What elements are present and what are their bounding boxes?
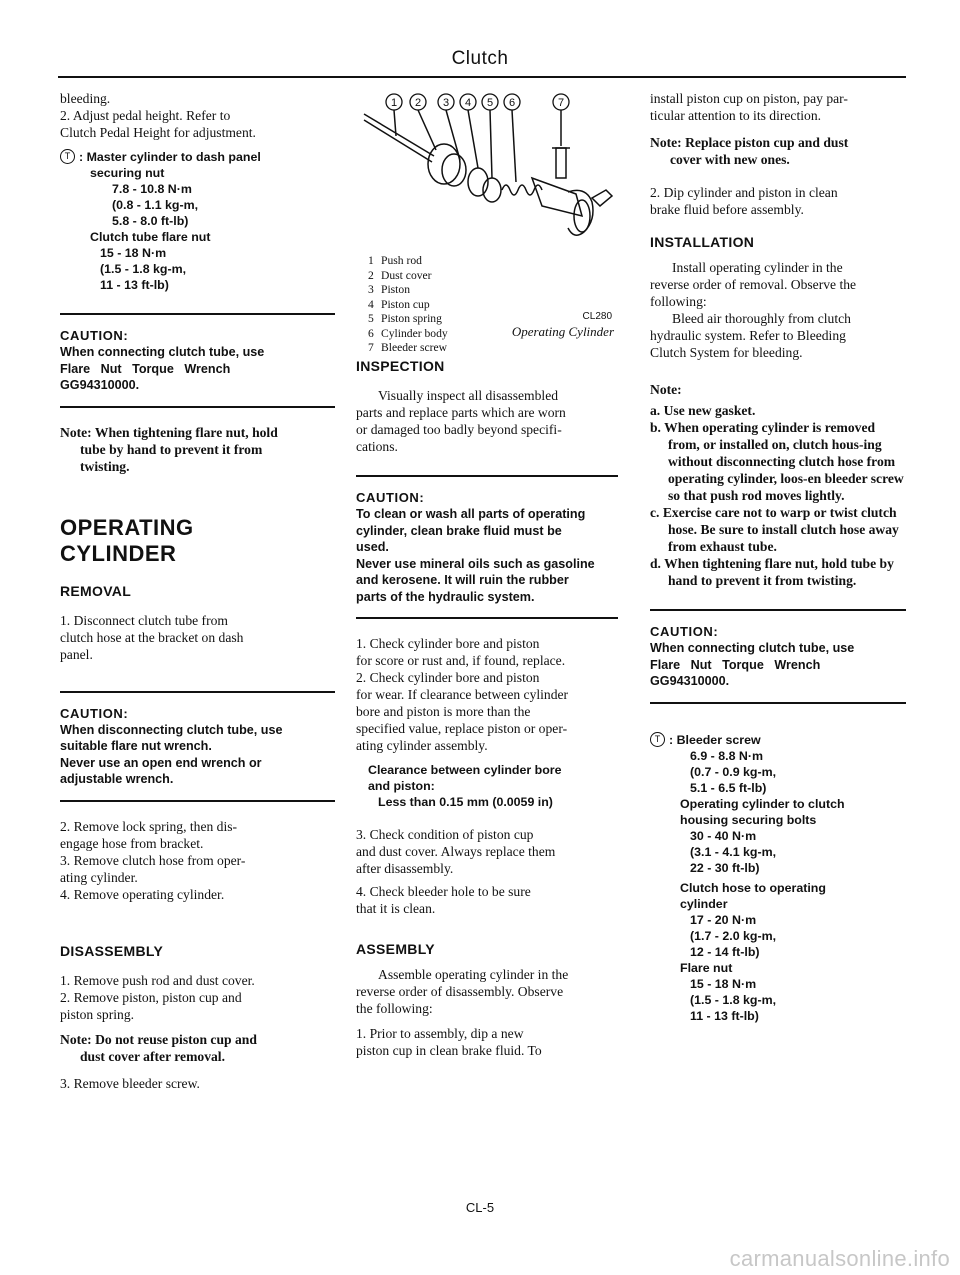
text-line: clutch hose at the bracket on dash: [60, 629, 244, 645]
note-line: Note: Do not reuse piston cup and: [60, 1031, 257, 1047]
caution-line: When connecting clutch tube, use: [60, 345, 265, 359]
note-item: d. When tightening flare nut, hold tube by hand to prevent it from twisting.: [650, 556, 894, 588]
installation-text-2: [650, 310, 906, 361]
text-line: after disassembly.: [356, 861, 454, 876]
text-line: 4. Check bleeder hole to be sure: [356, 884, 531, 899]
text-line: or damaged too badly beyond specifi-: [356, 422, 562, 437]
caution-line: cylinder, clean brake fluid must be: [356, 523, 562, 538]
spec-line: 17 - 20 N·m: [690, 912, 757, 927]
text-line: ticular attention to its direction.: [650, 108, 822, 123]
note-item: a. Use new gasket.: [650, 403, 756, 418]
operating-cylinder-figure: [356, 90, 618, 354]
spec-line: 30 - 40 N·m: [690, 828, 757, 843]
caution-line: Never use an open end wrench or: [60, 755, 262, 770]
spec-line: Flare nut: [680, 960, 733, 975]
caution-title: CAUTION:: [60, 705, 129, 721]
note-flare-nut: [60, 424, 335, 475]
text-line: panel.: [60, 646, 93, 662]
spec-line: Operating cylinder to clutch: [680, 796, 845, 811]
removal-steps: [60, 818, 335, 903]
caution-line: and kerosene. It will ruin the rubber: [356, 573, 569, 587]
legend-item: 2 Dust cover: [368, 268, 432, 282]
note-item: c. Exercise care not to warp or twist clutch hose. Be sure to install clutch hose away from exhaust tube.: [650, 505, 899, 554]
legend-item: 3 Piston: [368, 283, 410, 296]
callout-7: 7: [557, 97, 565, 109]
callout-4: 4: [464, 97, 472, 109]
text-line: Clutch Pedal Height for adjustment.: [60, 125, 256, 140]
page-number: CL-5: [465, 1200, 495, 1215]
spec-line: cylinder: [680, 896, 728, 911]
spec-line: 11 - 13 ft-lb): [100, 278, 169, 292]
text-line: 1. Disconnect clutch tube from: [60, 612, 228, 628]
text-line: for wear. If clearance between cylinder: [356, 687, 569, 702]
text-line: ating cylinder assembly.: [356, 738, 488, 753]
text-line: Bleed air thoroughly from clutch: [672, 311, 851, 326]
spec-line: (1.5 - 1.8 kg-m,: [100, 262, 187, 276]
text-line: bore and piston is more than the: [356, 704, 531, 719]
text-line: 2. Remove piston, piston cup and: [60, 989, 242, 1005]
legend-item: 6 Cylinder body: [368, 326, 448, 340]
spec-line: 11 - 13 ft-lb): [690, 1008, 759, 1023]
text-line: hydraulic system. Refer to Bleeding: [650, 328, 846, 343]
section-title-operating-cylinder: [60, 515, 335, 567]
assembly-text: [356, 966, 618, 1017]
subsection-title-assembly: ASSEMBLY: [356, 941, 435, 957]
text-line: piston spring.: [60, 1006, 135, 1022]
text-line: 2. Remove lock spring, then dis-: [60, 818, 238, 834]
note-item: b. When operating cylinder is removed from, or installed on, clutch hous-ing without disconnecting clutch hose from operating cylinder, loos-en bleeder screw so that push rod moves lightly.: [650, 420, 904, 503]
note-line: Note: Replace piston cup and dust: [650, 135, 849, 150]
removal-step-1: [60, 612, 335, 663]
text-line: piston cup in clean brake fluid. To: [356, 1043, 542, 1058]
spec-line: (1.7 - 2.0 kg-m,: [690, 928, 777, 943]
divider: [650, 609, 906, 611]
text-line: 3. Check condition of piston cup: [356, 827, 534, 842]
note-line: tube by hand to prevent it from: [80, 441, 263, 457]
text-line: reverse order of removal. Observe the: [650, 277, 857, 292]
note-line: twisting.: [80, 458, 130, 474]
disassembly-step-3: 3. Remove bleeder screw.: [60, 1075, 200, 1091]
text-line: 1. Prior to assembly, dip a new: [356, 1026, 524, 1041]
spec-line: : Bleeder screw: [669, 732, 761, 747]
disassembly-steps: [60, 972, 335, 1023]
inspection-steps-2: [356, 826, 618, 917]
text-line: Install operating cylinder in the: [672, 260, 843, 275]
text-line: 2. Dip cylinder and piston in clean: [650, 185, 838, 200]
column-left: [60, 90, 335, 1092]
caution-line: parts of the hydraulic system.: [356, 589, 535, 604]
inspection-text: [356, 387, 618, 455]
subsection-title-disassembly: DISASSEMBLY: [60, 942, 164, 959]
torque-icon: T: [650, 732, 665, 747]
note-replace-cup: [650, 134, 906, 168]
caution-title: CAUTION:: [356, 490, 425, 505]
text-line: ating cylinder.: [60, 869, 138, 885]
note-line: cover with new ones.: [670, 152, 790, 167]
torque-icon: T: [60, 149, 75, 164]
caution-line: Flare Nut Torque Wrench: [60, 361, 231, 376]
text-line: bleeding.: [60, 91, 111, 106]
callout-3: 3: [442, 97, 450, 109]
spec-line: 15 - 18 N·m: [690, 976, 757, 991]
installation-notes: [650, 381, 906, 589]
note-line: dust cover after removal.: [80, 1048, 225, 1064]
assembly-step-2: [650, 184, 906, 218]
callout-6: 6: [508, 97, 516, 109]
legend-item: 1 Push rod: [368, 254, 422, 267]
spec-line: Less than 0.15 mm (0.0059 in): [378, 795, 553, 809]
assembly-continued: [650, 90, 906, 124]
spec-line: 15 - 18 N·m: [100, 246, 167, 260]
spec-line: Clutch tube flare nut: [90, 230, 211, 244]
spec-line: (0.8 - 1.1 kg-m,: [112, 198, 199, 212]
divider: [356, 475, 618, 477]
spec-line: Clearance between cylinder bore: [368, 763, 562, 777]
subsection-title-removal: REMOVAL: [60, 582, 132, 599]
column-middle: [356, 90, 618, 1059]
spec-line: 22 - 30 ft-lb): [690, 860, 760, 875]
caution-line: used.: [356, 540, 389, 554]
caution-line: When disconnecting clutch tube, use: [60, 722, 283, 737]
note-label: Note:: [650, 382, 682, 397]
text-line: specified value, replace piston or oper-: [356, 721, 568, 736]
text-line: and dust cover. Always replace them: [356, 844, 556, 859]
caution-title: CAUTION:: [650, 624, 719, 639]
callout-2: 2: [414, 97, 422, 109]
text-line: Visually inspect all disassembled: [378, 388, 559, 403]
caution-line: When connecting clutch tube, use: [650, 641, 855, 655]
title-line: OPERATING: [60, 514, 194, 540]
page-title: Clutch: [451, 48, 509, 69]
caution-box: [356, 489, 618, 605]
text-line: parts and replace parts which are worn: [356, 405, 566, 420]
caution-line: suitable flare nut wrench.: [60, 739, 212, 753]
text-line: 2. Check cylinder bore and piston: [356, 670, 540, 685]
note-reuse: [60, 1031, 335, 1065]
caution-line: To clean or wash all parts of operating: [356, 507, 586, 521]
text-line: brake fluid before assembly.: [650, 202, 804, 217]
divider: [60, 800, 335, 802]
header-rule: [58, 76, 906, 78]
text-line: 3. Remove clutch hose from oper-: [60, 852, 246, 868]
spec-line: 5.1 - 6.5 ft-lb): [690, 780, 767, 795]
spec-line: (0.7 - 0.9 kg-m,: [690, 764, 777, 779]
text-line: engage hose from bracket.: [60, 835, 204, 851]
text-line: that it is clean.: [356, 901, 436, 916]
text-line: install piston cup on piston, pay par-: [650, 91, 848, 106]
text-line: 4. Remove operating cylinder.: [60, 886, 225, 902]
divider: [60, 313, 335, 315]
spec-line: housing securing bolts: [680, 812, 817, 827]
spec-line: 5.8 - 8.0 ft-lb): [112, 214, 189, 228]
callout-5: 5: [486, 97, 494, 109]
text-line: following:: [650, 294, 707, 309]
operating-cylinder-diagram: [356, 90, 618, 260]
text-line: for score or rust and, if found, replace.: [356, 653, 566, 668]
divider: [60, 691, 335, 693]
column-right: [650, 90, 906, 1024]
callout-1: 1: [390, 97, 398, 109]
text-line: the following:: [356, 1001, 433, 1016]
divider: [60, 406, 335, 408]
figure-code: CL280: [582, 311, 612, 322]
spec-line: Clutch hose to operating: [680, 880, 826, 895]
caution-box: [60, 705, 335, 788]
spec-line: (1.5 - 1.8 kg-m,: [690, 992, 777, 1007]
caution-line: adjustable wrench.: [60, 772, 174, 786]
spec-line: securing nut: [90, 166, 165, 180]
spec-line: 6.9 - 8.8 N·m: [690, 748, 763, 763]
legend-item: 5 Piston spring: [368, 312, 442, 325]
bleeder-screw-shape: [556, 148, 566, 178]
torque-spec-master-cylinder: [60, 149, 335, 293]
caution-line: GG94310000.: [650, 674, 730, 688]
text-line: 2. Adjust pedal height. Refer to: [60, 108, 231, 123]
text-line: Assemble operating cylinder in the: [378, 967, 569, 982]
push-rod-shape: [364, 114, 434, 156]
assembly-step-1: [356, 1025, 618, 1059]
divider: [650, 702, 906, 704]
title-line: CYLINDER: [60, 540, 177, 566]
text-line: 1. Check cylinder bore and piston: [356, 636, 540, 651]
spec-line: : Master cylinder to dash panel: [79, 150, 261, 164]
divider: [356, 617, 618, 619]
spec-line: 7.8 - 10.8 N·m: [112, 182, 192, 196]
torque-spec-operating-cylinder: [650, 732, 906, 1024]
watermark: carmanualsonline.info: [729, 1246, 950, 1271]
installation-text: [650, 259, 906, 310]
spec-line: and piston:: [368, 779, 435, 793]
caution-box: [650, 623, 906, 690]
caution-title: CAUTION:: [60, 328, 129, 343]
text-line: 1. Remove push rod and dust cover.: [60, 972, 255, 988]
caution-line: Flare Nut Torque Wrench: [650, 657, 821, 672]
text-line: cations.: [356, 439, 398, 454]
caution-box: [60, 327, 335, 394]
clearance-spec: [356, 762, 618, 810]
spec-line: 12 - 14 ft-lb): [690, 944, 760, 959]
figure-legend: [368, 254, 448, 356]
legend-item: 7 Bleeder screw: [368, 341, 447, 354]
note-line: Note: When tightening flare nut, hold: [60, 424, 278, 440]
caution-line: Never use mineral oils such as gasoline: [356, 556, 595, 571]
text-line: Clutch System for bleeding.: [650, 345, 803, 360]
figure-caption: Operating Cylinder: [511, 324, 614, 339]
spec-line: (3.1 - 4.1 kg-m,: [690, 844, 777, 859]
intro-text: [60, 90, 335, 141]
inspection-steps: [356, 635, 618, 754]
legend-item: 4 Piston cup: [368, 297, 430, 311]
caution-line: GG94310000.: [60, 378, 140, 392]
subsection-title-inspection: INSPECTION: [356, 358, 445, 374]
subsection-title-installation: INSTALLATION: [650, 234, 755, 250]
text-line: reverse order of disassembly. Observe: [356, 984, 564, 999]
